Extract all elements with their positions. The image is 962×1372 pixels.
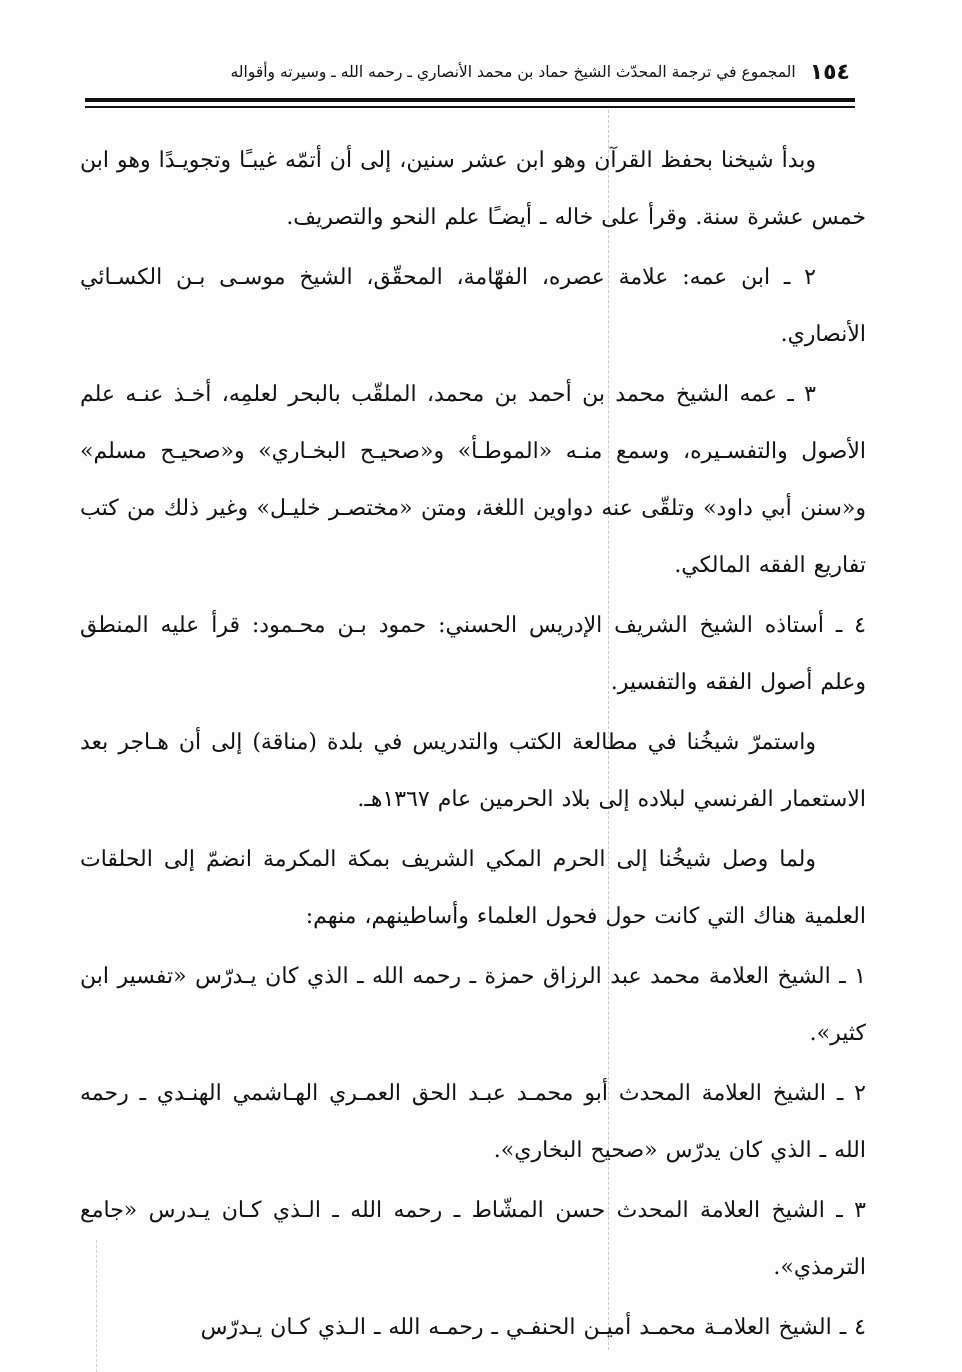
header-rule-thick <box>85 98 855 102</box>
body-text <box>80 132 866 1359</box>
running-title: المجموع في ترجمة المحدّث الشيخ حماد بن محمد الأنصاري ـ رحمه الله ـ وسيرته وأقواله <box>230 63 796 81</box>
paragraph-memorization: وبدأ شيخنا بحفظ القرآن وهو ابن عشر سنين، إلى أن أتمّه غيبـًا وتجويـدًا وهو ابن خمس عشرة سنة. وقرأ على خاله ـ أيضـًا علم النحو والتصريف. <box>80 148 866 230</box>
header-rule-thin <box>85 106 855 108</box>
page-header <box>90 52 850 92</box>
paragraph-migration: واستمرّ شيخُنا في مطالعة الكتب والتدريس في بلدة (مناقة) إلى أن هـاجر بعد الاستعمار الفرنسي لبلاده إلى بلاد الحرمين عام ١٣٦٧هـ. <box>80 730 866 812</box>
paragraph-teacher-hammoud: ٤ ـ أستاذه الشيخ الشريف الإدريس الحسني: حمود بـن محـمود: قرأ عليه المنطق وعلم أصول الفقه والتفسير. <box>80 613 866 695</box>
paragraph-mecca-circles: ولما وصل شيخُنا إلى الحرم المكي الشريف بمكة المكرمة انضمّ إلى الحلقات العلمية هناك التي كانت حول فحول العلماء وأساطينهم، منهم: <box>80 847 866 929</box>
paragraph-teacher-uncle: ٣ ـ عمه الشيخ محمد بن أحمد بن محمد، الملقّب بالبحر لعلمِه، أخـذ عنـه علم الأصول والتفسـيره، وسمع منـه «الموطـأ» و«صحيـح البخـاري» و«صحيـح مسلم» و«سنن أبي داود» وتلقّى عنه دواوين اللغة، ومتن «مختصـر خليـل» وغير ذلك من كتب تفاريع الفقه المالكي. <box>80 382 866 578</box>
paragraph-sheikh-hanafi: ٤ ـ الشيخ العلامـة محمـد أميـن الحنفـي ـ رحمـه الله ـ الـذي كـان يـدرّس <box>200 1315 866 1340</box>
paragraph-sheikh-hamza: ١ ـ الشيخ العلامة محمد عبد الرزاق حمزة ـ رحمه الله ـ الذي كان يـدرّس «تفسير ابن كثير». <box>80 964 866 1046</box>
paragraph-sheikh-umari: ٢ ـ الشيخ العلامة المحدث أبو محمـد عبـد الحق العمـري الهـاشمي الهنـدي ـ رحمه الله ـ الذي كان يدرّس «صحيح البخاري». <box>80 1081 866 1163</box>
paragraph-sheikh-mashshat: ٣ ـ الشيخ العلامة المحدث حسن المشّاط ـ رحمه الله ـ الـذي كـان يـدرس «جامع الترمذي». <box>80 1198 866 1280</box>
page-number: ١٥٤ <box>809 59 850 85</box>
paragraph-teacher-cousin: ٢ ـ ابن عمه: علامة عصره، الفهّامة، المحقّق، الشيخ موسـى بـن الكسـائي الأنصاري. <box>80 265 866 347</box>
